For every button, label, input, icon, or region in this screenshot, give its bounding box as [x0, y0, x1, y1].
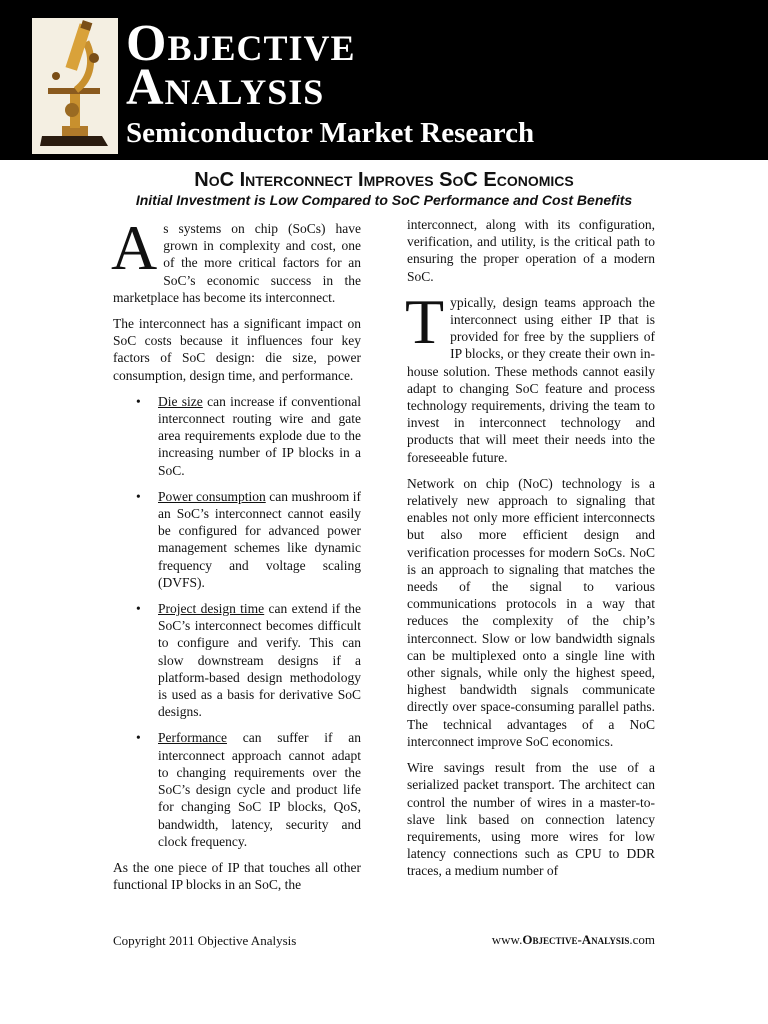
brand-word-analysis: Analysis	[126, 59, 325, 116]
article-title: NoC Interconnect Improves SoC Economics	[194, 169, 574, 191]
bullet-icon: •	[136, 601, 141, 617]
bullet-term: Project design time	[158, 601, 265, 617]
intro-text: s systems on chip (SoCs) have grown in complexity and cost, one of the more critical factors for an SoC’s economic success in the marketplace has become its interconnect.	[113, 221, 361, 305]
factor-list	[113, 393, 361, 850]
paragraph-noc: Network on chip (NoC) technology is a relatively new approach to signaling that enables not only more efficient interconnects but also more efficient design and verification processes for modern SoCs. NoC is an approach to signaling that matches the needs of the signal to various communications protocols in a way that reduces the complexity of the chip’s interconnect. Slow or low bandwidth signals can be multiplexed onto a single line with other signals, while only the highest speed, highest bandwidth signals communicate directly over space-consuming parallel paths. The technical advantages of a NoC interconnect improve SoC economics.	[407, 475, 655, 749]
bullet-icon: •	[136, 393, 141, 409]
list-item	[113, 393, 361, 479]
brand-word-objective: Objective	[126, 15, 356, 72]
paragraph-typically	[405, 285, 655, 466]
bullet-text: can mushroom if an SoC’s interconnect cannot easily be configured for advanced power management schemes like dynamic frequency and voltage scaling (DVFS).	[158, 488, 361, 590]
list-item	[113, 729, 361, 849]
bullet-icon: •	[136, 488, 141, 504]
right-column	[407, 216, 655, 889]
footer-url-link[interactable]	[492, 932, 655, 948]
bullet-term: Die size	[158, 393, 203, 409]
paragraph-one-piece: As the one piece of IP that touches all other functional IP blocks in an SoC, the	[113, 859, 361, 893]
brand-name-line2	[126, 59, 534, 116]
dropcap-a: A	[111, 212, 158, 283]
intro-paragraph	[111, 212, 361, 306]
list-item	[113, 600, 361, 720]
bullet-term: Power consumption	[158, 488, 266, 504]
bullet-text: can increase if conventional interconnect routing wire and gate area requirements explode due to the increasing number of IP blocks in a SoC.	[158, 393, 361, 478]
article-subtitle: Initial Investment is Low Compared to SoC Performance and Cost Benefits	[135, 192, 633, 208]
paragraph-continuation: interconnect, along with its configuration, verification, and utility, is the critical path to ensuring the proper operation of a modern SoC.	[407, 217, 655, 284]
header-banner	[0, 0, 768, 160]
brand-block	[126, 15, 535, 150]
left-column	[111, 212, 361, 902]
bullet-text: can extend if the SoC’s interconnect becomes difficult to configure and verify. This can slow downstream designs if a platform-based design methodology is used as a basis for derivative SoC designs.	[158, 601, 361, 720]
microscope-logo-icon	[32, 18, 118, 154]
brand-subtitle: Semiconductor Market Research	[126, 117, 535, 149]
url-main: Objective-Analysis	[522, 932, 630, 947]
footer-copyright: Copyright 2011 Objective Analysis	[113, 933, 297, 948]
list-item	[113, 488, 361, 591]
bullet-icon: •	[136, 730, 141, 746]
typically-text: ypically, design teams approach the interconnect using either IP that is provided for free by the suppliers of IP blocks, or they create their own in-house solution. These methods cannot easily adapt to changing SoC feature and process technology requirements, driving the team to invest in interconnect technology and products that will meet their needs into the foreseeable future.	[407, 294, 655, 465]
dropcap-t: T	[405, 285, 445, 357]
url-suffix: .com	[629, 932, 655, 947]
bullet-text: can suffer if an interconnect approach cannot adapt to changing requirements over the SoC’s design cycle and product life for changing SoC IP blocks, QoS, bandwidth, latency, security and clock frequency.	[158, 730, 361, 849]
paragraph-wire-savings: Wire savings result from the use of a serialized packet transport. The architect can control the number of wires in a master-to-slave link based on connection latency requirements, using more wires for low latency connections such as CPU to DDR traces, a medium number of	[407, 760, 655, 879]
url-prefix: www.	[491, 932, 523, 947]
bullet-term: Performance	[158, 730, 227, 746]
paragraph-impact: The interconnect has a significant impact on SoC costs because it influences four key factors of SoC design: die size, power consumption, design time, and performance.	[113, 316, 361, 383]
